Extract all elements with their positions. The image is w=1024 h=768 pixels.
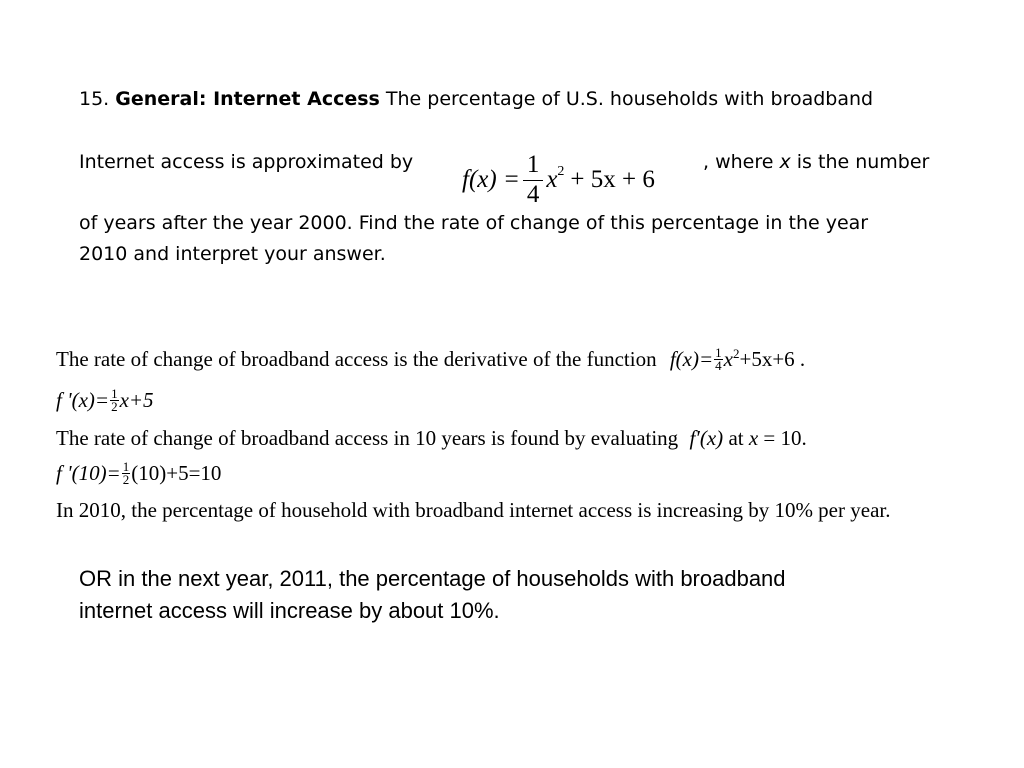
formula-numerator: 1: [523, 152, 544, 181]
solution-line-5: In 2010, the percentage of household with broadband internet access is increasing by 10% per year.: [56, 498, 891, 522]
solution-l1-fraction: [714, 344, 723, 373]
solution-line-3: [56, 426, 807, 451]
formula-rest: + 5x + 6: [570, 166, 655, 193]
function-formula: [462, 145, 655, 215]
solution-l2-den: 2: [111, 398, 118, 414]
solution-l4-den: 2: [122, 471, 130, 487]
solution-l4-num: 1: [122, 458, 130, 474]
formula-lhs: f(x) =: [462, 166, 520, 193]
solution-l4-rest: (10)+5=10: [131, 461, 222, 485]
solution-line-1: [56, 346, 805, 374]
formula-fraction: [523, 152, 544, 208]
problem-line2-text: Internet access is approximated by: [79, 151, 414, 173]
problem-heading: General: Internet Access: [115, 88, 380, 110]
or-paragraph-line-2: internet access will increase by about 10%.: [79, 598, 500, 623]
solution-l3-val: = 10.: [763, 426, 807, 450]
formula-denominator: 4: [526, 181, 540, 208]
problem-line-4: 2010 and interpret your answer.: [79, 243, 386, 265]
solution-l1-den: 4: [715, 357, 722, 373]
solution-l1-rest: +5x+6 .: [739, 347, 806, 371]
solution-l4-fraction: [122, 458, 131, 487]
where-end-text: is the number: [796, 151, 930, 173]
problem-number: 15.: [79, 88, 110, 110]
solution-l2-rest: x+5: [119, 388, 154, 412]
solution-l3-x: x: [748, 426, 759, 450]
solution-l3-at: at: [728, 426, 744, 450]
solution-l3-text: The rate of change of broadband access in 10 years is found by evaluating: [56, 426, 679, 450]
solution-l2-fraction: [110, 385, 119, 414]
solution-l1-num: 1: [715, 344, 722, 360]
solution-l4-lhs: f '(10)=: [56, 461, 121, 485]
solution-l3-func: f′(x): [689, 426, 724, 450]
formula-x: x: [546, 166, 558, 193]
solution-l2-lhs: f '(x)=: [56, 388, 110, 412]
solution-l1-pow: 2: [732, 346, 740, 361]
problem-line-3: of years after the year 2000. Find the rate of change of this percentage in the year: [79, 212, 869, 234]
where-text: , where: [703, 151, 774, 173]
solution-line-4: [56, 458, 222, 488]
solution-line-2: [56, 385, 154, 415]
problem-line-1: [79, 88, 873, 110]
solution-l1-x: x: [723, 347, 733, 371]
problem-line1-text: The percentage of U.S. households with broadband: [385, 88, 874, 110]
formula-exponent: 2: [557, 164, 565, 179]
problem-line-2: [79, 151, 413, 173]
solution-l1-lhs: f(x)=: [669, 347, 714, 371]
problem-line2-where: [703, 151, 929, 173]
solution-l2-num: 1: [111, 385, 118, 401]
solution-l1-text: The rate of change of broadband access is the derivative of the function: [56, 347, 657, 371]
or-paragraph-line-1: OR in the next year, 2011, the percentage of households with broadband: [79, 566, 786, 591]
where-variable: x: [779, 151, 791, 173]
